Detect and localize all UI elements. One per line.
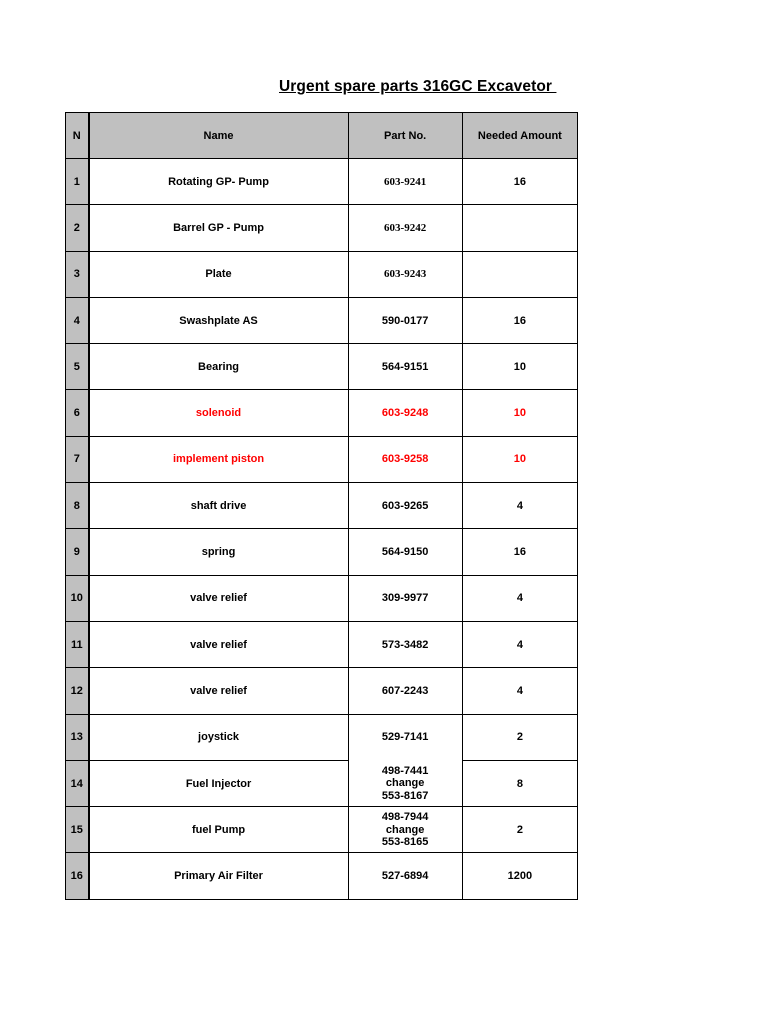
part-number-line: 553-8167 — [381, 789, 429, 802]
needed-amount: 16 — [462, 159, 577, 205]
row-number: 9 — [66, 529, 89, 575]
part-number-line: 553-8165 — [381, 836, 429, 849]
needed-amount — [462, 251, 577, 297]
part-number: 603-9248 — [348, 390, 462, 436]
needed-amount: 4 — [462, 483, 577, 529]
part-name: implement piston — [89, 436, 349, 482]
part-number: 309-9977 — [348, 575, 462, 621]
row-number: 4 — [66, 297, 89, 343]
part-name: fuel Pump — [89, 807, 349, 853]
table-row — [66, 760, 578, 806]
part-name: solenoid — [89, 390, 349, 436]
row-number: 8 — [66, 483, 89, 529]
table-row — [66, 807, 578, 853]
part-number-line: change — [385, 823, 425, 836]
table-row — [66, 575, 578, 621]
needed-amount: 10 — [462, 436, 577, 482]
table-row — [66, 621, 578, 667]
parts-table — [65, 112, 578, 900]
part-number: 573-3482 — [348, 621, 462, 667]
part-number: 603-9241 — [348, 159, 462, 205]
header-part-no: Part No. — [348, 113, 462, 159]
document-title: Urgent spare parts 316GC Excavetor — [279, 78, 557, 95]
part-name: joystick — [89, 714, 349, 760]
needed-amount: 10 — [462, 390, 577, 436]
part-number: 527-6894 — [348, 853, 462, 899]
part-name: valve relief — [89, 575, 349, 621]
part-name: Swashplate AS — [89, 297, 349, 343]
part-number: 603-9265 — [348, 483, 462, 529]
table-row-highlighted — [66, 390, 578, 436]
needed-amount: 4 — [462, 668, 577, 714]
part-number: 529-7141 — [348, 714, 462, 760]
row-number: 13 — [66, 714, 89, 760]
part-number: 603-9243 — [348, 251, 462, 297]
table-row-highlighted — [66, 436, 578, 482]
row-number: 16 — [66, 853, 89, 899]
table-header-row — [66, 113, 578, 159]
row-number: 1 — [66, 159, 89, 205]
needed-amount: 2 — [462, 714, 577, 760]
table-row — [66, 205, 578, 251]
needed-amount — [462, 205, 577, 251]
part-number: 564-9151 — [348, 344, 462, 390]
part-number-line: 498-7944 — [381, 811, 429, 824]
part-number: 607-2243 — [348, 668, 462, 714]
part-number — [348, 807, 462, 853]
part-name: Fuel Injector — [89, 760, 349, 806]
part-number: 564-9150 — [348, 529, 462, 575]
table-row — [66, 529, 578, 575]
part-number — [348, 760, 462, 806]
needed-amount: 4 — [462, 621, 577, 667]
part-name: Bearing — [89, 344, 349, 390]
part-number-line: 498-7441 — [381, 764, 429, 777]
part-number: 590-0177 — [348, 297, 462, 343]
row-number: 6 — [66, 390, 89, 436]
row-number: 12 — [66, 668, 89, 714]
needed-amount: 2 — [462, 807, 577, 853]
needed-amount: 8 — [462, 760, 577, 806]
row-number: 7 — [66, 436, 89, 482]
header-n: N — [66, 113, 89, 159]
header-name: Name — [89, 113, 349, 159]
part-name: Primary Air Filter — [89, 853, 349, 899]
part-name: shaft drive — [89, 483, 349, 529]
table-row — [66, 714, 578, 760]
table-row — [66, 483, 578, 529]
row-number: 11 — [66, 621, 89, 667]
row-number: 14 — [66, 760, 89, 806]
table-row — [66, 344, 578, 390]
part-number: 603-9242 — [348, 205, 462, 251]
needed-amount: 10 — [462, 344, 577, 390]
part-number-line: change — [385, 777, 425, 789]
needed-amount: 4 — [462, 575, 577, 621]
table-row — [66, 251, 578, 297]
row-number: 5 — [66, 344, 89, 390]
needed-amount: 1200 — [462, 853, 577, 899]
needed-amount: 16 — [462, 297, 577, 343]
table-row — [66, 159, 578, 205]
part-name: Barrel GP - Pump — [89, 205, 349, 251]
row-number: 10 — [66, 575, 89, 621]
needed-amount: 16 — [462, 529, 577, 575]
part-name: valve relief — [89, 668, 349, 714]
row-number: 15 — [66, 807, 89, 853]
header-needed-amount: Needed Amount — [462, 113, 577, 159]
table-row — [66, 297, 578, 343]
part-number: 603-9258 — [348, 436, 462, 482]
part-name: valve relief — [89, 621, 349, 667]
part-name: spring — [89, 529, 349, 575]
part-name: Rotating GP- Pump — [89, 159, 349, 205]
table-row — [66, 853, 578, 899]
row-number: 3 — [66, 251, 89, 297]
row-number: 2 — [66, 205, 89, 251]
part-name: Plate — [89, 251, 349, 297]
table-row — [66, 668, 578, 714]
